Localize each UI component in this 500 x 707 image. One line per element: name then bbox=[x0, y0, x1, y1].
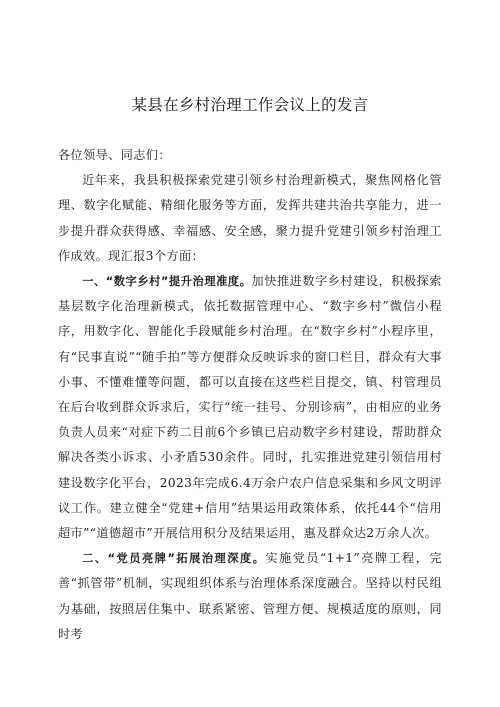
document-title: 某县在乡村治理工作会议上的发言 bbox=[131, 96, 369, 114]
section-2-paragraph bbox=[58, 546, 442, 647]
section-1-heading: 一、“数字乡村”提升治理准度。 bbox=[82, 275, 252, 289]
document-body bbox=[58, 143, 442, 647]
section-1-body: 加快推进数字乡村建设，积极探索基层数字化治理新模式，依托数据管理中心、“数字乡村”微信小程序，用数字化、智能化手段赋能乡村治理。在“数字乡村”小程序里，有“民事直说”“随手拍”等方便群众反映诉求的窗口栏目，群众有大事小事、不懂难懂等问题，都可以直接在这些栏目提交，镇、村管理员在后台收到群众诉求后，实行“统一挂号、分别诊病”，由相应的业务负责人员来“对症下药二目前6个乡镇已启动数字乡村建设，帮助群众解决各类小诉求、小矛盾530余件。同时，扎实推进党建引领信用村建设数字化平台，2023年完成6.4万余户农户信息采集和乡风文明评议工作。建立健全“党建+信用”结果运用政策体系，依托44个“信用超市”“道德超市”开展信用积分及结果运用，惠及群众达2万余人次。 bbox=[58, 274, 442, 541]
section-2-body: 实施党员“1+1”亮牌工程，完善“抓管带”机制，实现组织体系与治理体系深度融合。坚持以村民组为基础，按照居住集中、联系紧密、管理方便、规模适度的原则，同时考 bbox=[58, 551, 442, 641]
section-2-heading: 二、“党员亮牌”拓展治理深度。 bbox=[82, 552, 266, 566]
section-1-paragraph bbox=[58, 269, 442, 546]
intro-paragraph: 近年来，我县积极探索党建引领乡村治理新模式，聚焦网格化管理、数字化赋能、精细化服务等方面，发挥共建共治共享能力，进一步提升群众获得感、幸福感、安全感，聚力提升党建引领乡村治理工作成效。现汇报3个方面： bbox=[58, 173, 442, 263]
salutation: 各位领导、同志们： bbox=[58, 148, 171, 162]
